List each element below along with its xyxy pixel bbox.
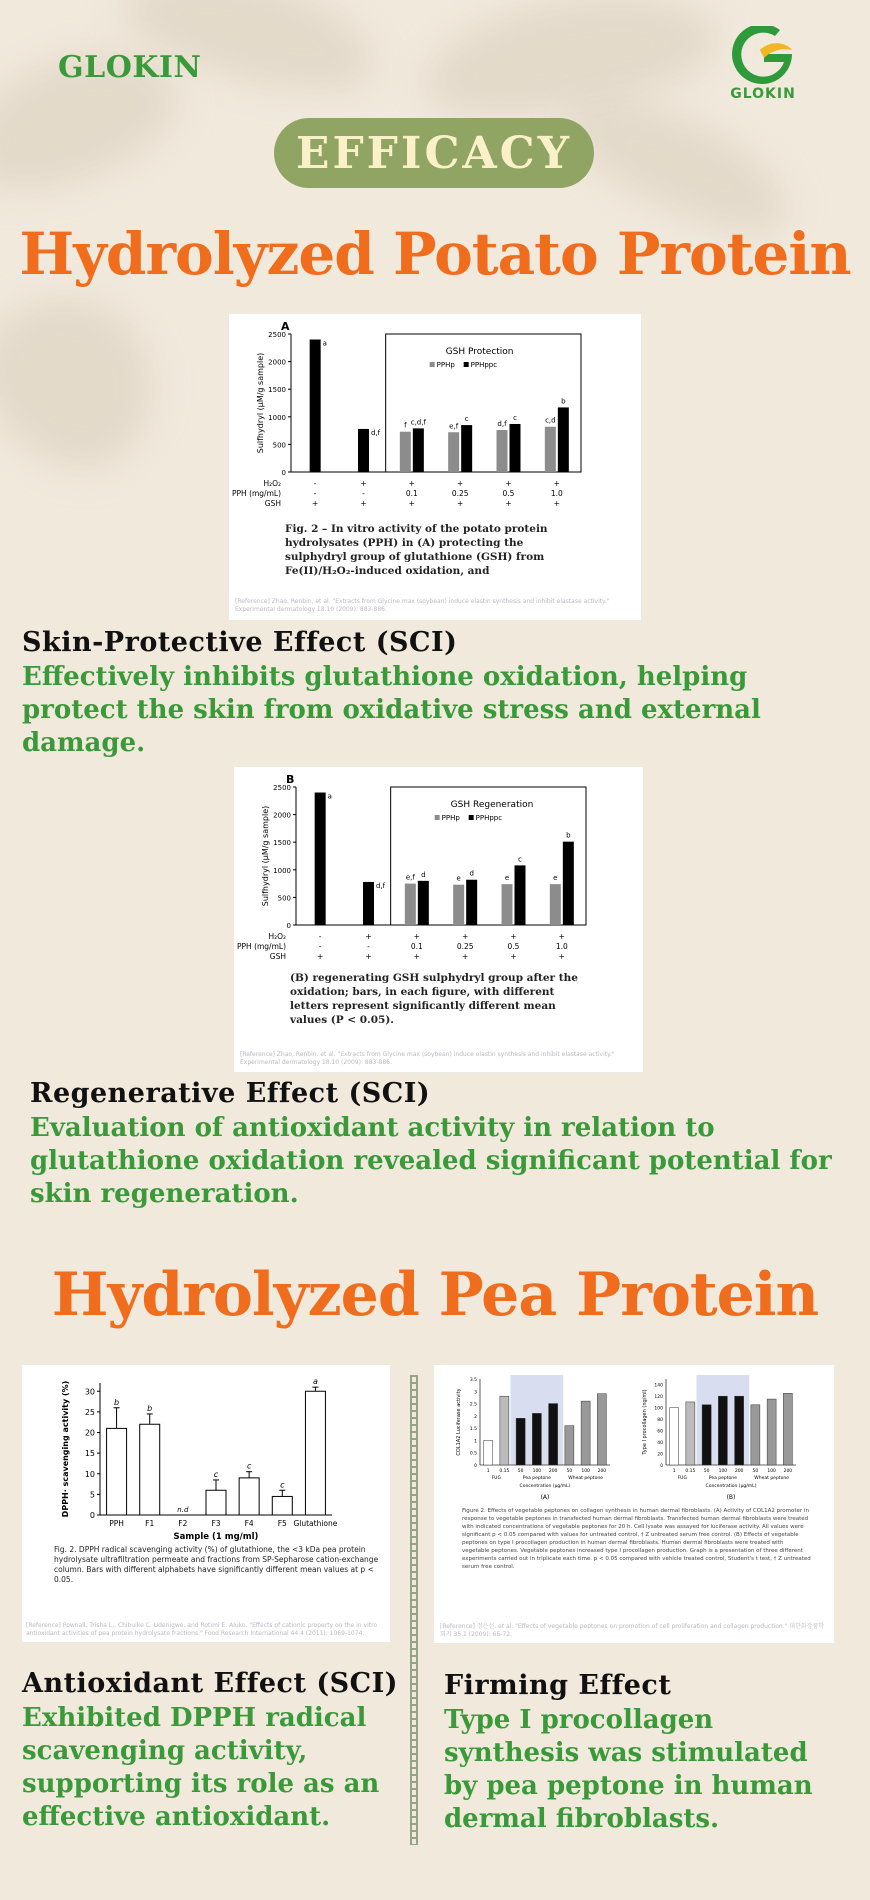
- row-label: H₂O₂: [263, 479, 281, 488]
- legend-label: PPHppc: [470, 361, 498, 369]
- section-title-pea: Hydrolyzed Pea Protein: [51, 1260, 819, 1330]
- row-label: GSH: [264, 499, 281, 508]
- row-value: +: [413, 932, 420, 941]
- row-value: +: [558, 932, 565, 941]
- y-tick-label: 0.5: [469, 1451, 477, 1457]
- row-value: +: [408, 479, 415, 488]
- x-tick-label: PPH: [109, 1519, 124, 1528]
- effect-desc-antioxidant: Exhibited DPPH radical scavenging activity, supporting its role as an effective antioxidant.: [22, 1703, 380, 1832]
- bar-letter: c: [513, 413, 517, 422]
- row-value: +: [553, 499, 560, 508]
- bar: [558, 407, 569, 472]
- bar: [405, 884, 416, 925]
- bar: [484, 1440, 493, 1465]
- y-axis-label: COL1A2 Luciferase activity: [456, 1388, 462, 1456]
- row-value: 0.25: [456, 942, 474, 951]
- effect-desc-firming: Type I procollagen synthesis was stimulated by pea peptone in human dermal fibroblasts.: [444, 1705, 813, 1834]
- bar-letter: d: [469, 869, 474, 878]
- panel-label: (A): [540, 1494, 550, 1501]
- y-tick-label: 1500: [268, 386, 286, 395]
- bar: [515, 865, 526, 925]
- y-tick-label: 2500: [268, 331, 286, 339]
- bar-letter: a: [322, 339, 327, 348]
- section-title-potato: Hydrolyzed Potato Protein: [19, 220, 851, 288]
- bar: [565, 1426, 574, 1465]
- y-tick-label: 1000: [268, 413, 286, 422]
- y-tick-label: 0: [89, 1511, 95, 1520]
- row-value: +: [365, 952, 372, 961]
- legend-swatch-pphp: [435, 815, 440, 820]
- x-tick-label: 200: [597, 1469, 607, 1474]
- bar: [550, 884, 561, 925]
- bar: [310, 340, 321, 472]
- logo-label: GLOKIN: [730, 86, 796, 102]
- bar: [702, 1405, 711, 1465]
- row-value: +: [317, 952, 324, 961]
- effect-heading-firming: Firming Effect: [444, 1670, 672, 1701]
- group-label: Wheat peptone: [568, 1476, 603, 1481]
- bar: [466, 880, 477, 925]
- row-value: -: [313, 479, 317, 488]
- bar-letter: c: [518, 855, 522, 864]
- chart-title: GSH Protection: [445, 347, 514, 357]
- x-tick-label: 50: [752, 1469, 759, 1474]
- column-divider: [410, 1375, 418, 1845]
- y-tick-label: 1.5: [469, 1427, 477, 1433]
- row-value: 0.5: [502, 489, 515, 498]
- x-tick-label: 1: [486, 1469, 490, 1474]
- bar: [107, 1428, 127, 1515]
- row-value: +: [505, 479, 512, 488]
- x-tick-label: 100: [718, 1469, 728, 1474]
- y-tick-label: 40: [657, 1441, 663, 1447]
- row-value: 0.1: [405, 489, 418, 498]
- bar: [563, 842, 574, 925]
- row-value: +: [360, 499, 367, 508]
- bar: [581, 1401, 590, 1465]
- bar-letter: a: [327, 792, 332, 801]
- row-label: PPH (mg/mL): [237, 942, 286, 951]
- bar: [751, 1405, 760, 1465]
- legend-label: PPHp: [441, 814, 460, 822]
- group-label: FUG: [491, 1476, 501, 1481]
- bar: [670, 1408, 679, 1465]
- bar-letter: e,f: [449, 422, 459, 431]
- figure-reference: [Reference] 정은선, et al. "Effects of vegetable peptones on promotion of cell proliferation and collagen production." 대한화장품학회지 35.1 (2009): 65-72.: [440, 1623, 825, 1638]
- x-tick-label: 0.15: [685, 1469, 696, 1474]
- x-tick-label: 50: [703, 1469, 710, 1474]
- figure-caption: Fig. 2 – In vitro activity of the potato protein hydrolysates (PPH) in (A) protecting the sulphydryl group of glutathione (GSH) from Fe(II)/H₂O₂-induced oxidation, and: [285, 523, 548, 577]
- bar-letter: d,f: [497, 420, 507, 429]
- row-value: +: [360, 479, 367, 488]
- bar: [305, 1391, 325, 1515]
- x-tick-label: F5: [277, 1519, 287, 1528]
- y-tick-label: 1000: [273, 866, 291, 875]
- figure-reference: [Reference] Pownall, Trisha L., Chibuike C. Udenigwe, and Rotimi E. Aluko. "Effects of cationic property on the in vitro antioxidant activities of pea protein hydrolysate fractions." Food Research International 44.4 (2011): 1069-1074.: [26, 1622, 378, 1637]
- bar-letter: c: [280, 1480, 285, 1490]
- bar: [597, 1394, 606, 1465]
- bar: [363, 882, 374, 925]
- x-tick-label: 200: [548, 1469, 558, 1474]
- panel-label: (B): [726, 1494, 736, 1501]
- legend-swatch-pphppc: [464, 362, 469, 367]
- y-tick-label: 10: [84, 1469, 95, 1479]
- bar: [206, 1490, 226, 1515]
- glokin-logo-icon: [730, 26, 796, 84]
- bar-letter: c: [464, 415, 469, 424]
- x-axis-label: Concentration (μg/mL): [519, 1484, 571, 1489]
- figure-potato-a: [229, 314, 641, 620]
- bar: [549, 1404, 558, 1465]
- x-tick-label: 0.15: [499, 1469, 510, 1474]
- y-tick-label: 0: [474, 1464, 477, 1469]
- y-axis-label: Sulfhydryl (µM/g sample): [256, 352, 265, 454]
- y-tick-label: 30: [84, 1387, 95, 1397]
- y-tick-label: 3: [474, 1390, 477, 1396]
- y-tick-label: 120: [654, 1395, 663, 1401]
- bar-letter: e: [456, 874, 461, 883]
- bar-letter: n.d: [177, 1506, 189, 1514]
- bar-letter: b: [114, 1397, 120, 1407]
- y-tick-label: 1: [474, 1439, 477, 1445]
- y-axis-label: DPPH· scavenging activity (%): [61, 1380, 70, 1518]
- bar-letter: e,f: [405, 873, 415, 882]
- bar: [272, 1496, 292, 1515]
- bar-letter: d: [421, 870, 426, 879]
- bar: [461, 425, 472, 472]
- x-tick-label: 100: [532, 1469, 542, 1474]
- row-value: +: [312, 499, 319, 508]
- bar: [516, 1418, 525, 1465]
- row-value: 0.25: [451, 489, 469, 498]
- row-value: -: [318, 942, 322, 951]
- group-label: FUG: [677, 1476, 687, 1481]
- x-tick-label: 100: [581, 1469, 590, 1474]
- bar-letter: b: [561, 397, 566, 406]
- x-tick-label: 100: [767, 1469, 776, 1474]
- y-tick-label: 0: [286, 922, 291, 930]
- bar: [140, 1424, 160, 1515]
- bar: [510, 424, 521, 472]
- x-tick-label: 200: [734, 1469, 744, 1474]
- row-value: +: [365, 932, 372, 941]
- bar: [767, 1399, 776, 1465]
- y-tick-label: 2: [474, 1414, 477, 1420]
- figure-pea-dpph: [22, 1365, 390, 1642]
- x-tick-label: F3: [211, 1519, 221, 1528]
- bar: [418, 881, 429, 925]
- y-tick-label: 15: [84, 1449, 95, 1459]
- row-value: +: [413, 952, 420, 961]
- bar: [686, 1402, 695, 1465]
- row-value: 0.1: [410, 942, 423, 951]
- bar-letter: d,f: [376, 881, 386, 890]
- y-tick-label: 500: [272, 441, 286, 450]
- bar: [358, 429, 369, 472]
- bar: [532, 1413, 541, 1465]
- x-tick-label: 50: [517, 1469, 524, 1474]
- bar: [315, 793, 326, 925]
- row-label: PPH (mg/mL): [232, 489, 281, 498]
- efficacy-badge: EFFICACY: [274, 118, 594, 188]
- figure-reference: [Reference] Zhao, Renbin, et al. "Extracts from Glycine max (soybean) induce elastin synthesis and inhibit elastase activity." Experimental dermatology 18.10 (2009): 883-886.: [235, 598, 610, 613]
- y-tick-label: 20: [657, 1452, 663, 1458]
- figure-potato-b: [234, 767, 643, 1072]
- figure-caption: (B) regenerating GSH sulphydryl group after the oxidation; bars, in each figure, with different letters represent significantly different mean values (P < 0.05).: [290, 972, 578, 1026]
- group-label: Pea peptone: [522, 1476, 551, 1481]
- effect-desc-skin-protective: Effectively inhibits glutathione oxidation, helping protect the skin from oxidative stress and external damage.: [22, 662, 761, 758]
- row-value: -: [367, 942, 370, 951]
- panel-label: B: [286, 773, 295, 786]
- row-label: GSH: [269, 952, 286, 961]
- bar-letter: e: [504, 874, 510, 883]
- row-value: +: [462, 932, 469, 941]
- bar-letter: d,f: [371, 428, 381, 437]
- bar-letter: a: [312, 1377, 318, 1387]
- row-value: +: [457, 499, 464, 508]
- chart-dpph-scavenging: [22, 1365, 390, 1642]
- x-tick-label: 200: [783, 1469, 793, 1474]
- figure-caption: Figure 2. Effects of vegetable peptones on collagen synthesis in human dermal fibroblasts. (A) Activity of COL1A2 promoter in response to vegetable peptones in transfected human dermal fibroblasts. Transfected human dermal fibroblasts were treated with indicated concentrations of vegetable peptones for 20 h. Cell lysate was assayed for luciferase activity. All values were significant p < 0.05 compared with values for untreated control, † Z untreated serum free control. (B) Effects of vegetable peptones on type I procollagen production in human dermal fibroblasts. Human dermal fibroblasts were treated with vegetable peptones. Vegetable peptones increased type I procollagen production. Graph is a presentation of three different experiments carried out in triplicate each time. p < 0.05 compared with vehicle treated control, Student's t test, † Z untreated serum free control.: [462, 1508, 811, 1570]
- y-tick-label: 2000: [273, 811, 291, 820]
- row-value: 0.5: [507, 942, 520, 951]
- row-value: +: [457, 479, 464, 488]
- bar-letter: c,d,f: [410, 418, 426, 427]
- legend-swatch-pphppc: [469, 815, 474, 820]
- row-value: -: [362, 489, 365, 498]
- row-value: +: [462, 952, 469, 961]
- x-tick-label: 50: [566, 1469, 573, 1474]
- effect-heading-antioxidant: Antioxidant Effect (SCI): [22, 1668, 399, 1699]
- bar: [783, 1393, 792, 1465]
- x-tick-label: F4: [244, 1519, 254, 1528]
- y-tick-label: 60: [657, 1429, 663, 1435]
- y-tick-label: 80: [657, 1418, 663, 1424]
- legend-label: PPHp: [436, 361, 455, 369]
- y-tick-label: 25: [84, 1407, 95, 1417]
- x-tick-label: F2: [178, 1519, 188, 1528]
- brand-wordmark: GLOKIN: [58, 50, 202, 85]
- bar: [545, 427, 556, 472]
- effect-heading-regenerative: Regenerative Effect (SCI): [30, 1078, 431, 1109]
- x-axis-label: Sample (1 mg/ml): [173, 1532, 259, 1542]
- bar: [500, 1396, 509, 1465]
- bar: [497, 430, 508, 472]
- figure-pea-collagen: [434, 1365, 834, 1643]
- chart-title: GSH Regeneration: [450, 800, 534, 810]
- y-tick-label: 1500: [273, 839, 291, 848]
- y-tick-label: 20: [84, 1428, 95, 1438]
- row-value: +: [558, 952, 565, 961]
- y-tick-label: 2500: [273, 784, 291, 792]
- legend-swatch-pphp: [430, 362, 435, 367]
- row-value: 1.0: [555, 942, 568, 951]
- y-tick-label: 2.5: [469, 1402, 477, 1408]
- effect-desc-regenerative: Evaluation of antioxidant activity in relation to glutathione oxidation revealed significant potential for skin regeneration.: [30, 1113, 832, 1209]
- bar-letter: b: [147, 1403, 153, 1413]
- y-tick-label: 500: [277, 894, 291, 903]
- row-value: +: [505, 499, 512, 508]
- row-value: +: [408, 499, 415, 508]
- panel-label: A: [281, 320, 290, 333]
- y-axis-label: Sulfhydryl (µM/g sample): [261, 805, 270, 907]
- row-value: -: [318, 932, 322, 941]
- y-tick-label: 2000: [268, 358, 286, 367]
- bar-letter: f: [404, 421, 407, 430]
- bar: [239, 1478, 259, 1515]
- row-label: H₂O₂: [268, 932, 286, 941]
- bar-letter: c,d: [545, 416, 556, 425]
- x-tick-label: F1: [145, 1519, 155, 1528]
- group-label: Pea peptone: [708, 1476, 737, 1481]
- y-tick-label: 0: [281, 469, 286, 477]
- row-value: -: [313, 489, 317, 498]
- bar-letter: e: [553, 874, 558, 883]
- bar: [400, 432, 411, 472]
- x-axis-label: Concentration (μg/mL): [705, 1484, 757, 1489]
- effect-heading-skin-protective: Skin-Protective Effect (SCI): [22, 627, 458, 658]
- row-value: +: [510, 952, 517, 961]
- figure-reference: [Reference] Zhao, Renbin, et al. "Extracts from Glycine max (soybean) induce elastin synthesis and inhibit elastase activity." Experimental dermatology 18.10 (2009): 883-886.: [240, 1051, 615, 1066]
- row-value: +: [510, 932, 517, 941]
- y-tick-label: 3.5: [469, 1378, 477, 1383]
- x-tick-label: Glutathione: [293, 1519, 338, 1528]
- y-tick-label: 5: [89, 1490, 95, 1500]
- bar-letter: c: [213, 1469, 219, 1479]
- bar: [453, 885, 464, 925]
- group-label: Wheat peptone: [754, 1476, 789, 1481]
- bar: [413, 428, 424, 472]
- bar: [735, 1396, 744, 1465]
- y-tick-label: 100: [654, 1406, 663, 1412]
- x-tick-label: 1: [672, 1469, 676, 1474]
- bar: [448, 432, 459, 472]
- bar: [718, 1396, 727, 1465]
- chart-collagen-synthesis: [434, 1365, 834, 1643]
- logo: [718, 26, 808, 116]
- bar-letter: b: [566, 831, 571, 840]
- row-value: +: [553, 479, 560, 488]
- y-tick-label: 140: [654, 1383, 663, 1389]
- y-axis-label: Type I procollagen (ng/ml): [642, 1389, 648, 1455]
- bar-letter: c: [246, 1461, 252, 1471]
- figure-caption: Fig. 2. DPPH radical scavenging activity (%) of glutathione, the <3 kDa pea protein hydrolysate ultrafiltration permeate and fractions from SP-Sepharose cation-exchange column. Bars with different alphabets have significantly different mean values at p < 0.05.: [54, 1545, 379, 1584]
- y-tick-label: 0: [660, 1464, 663, 1469]
- bar: [502, 884, 513, 925]
- row-value: 1.0: [550, 489, 563, 498]
- legend-label: PPHppc: [475, 814, 503, 822]
